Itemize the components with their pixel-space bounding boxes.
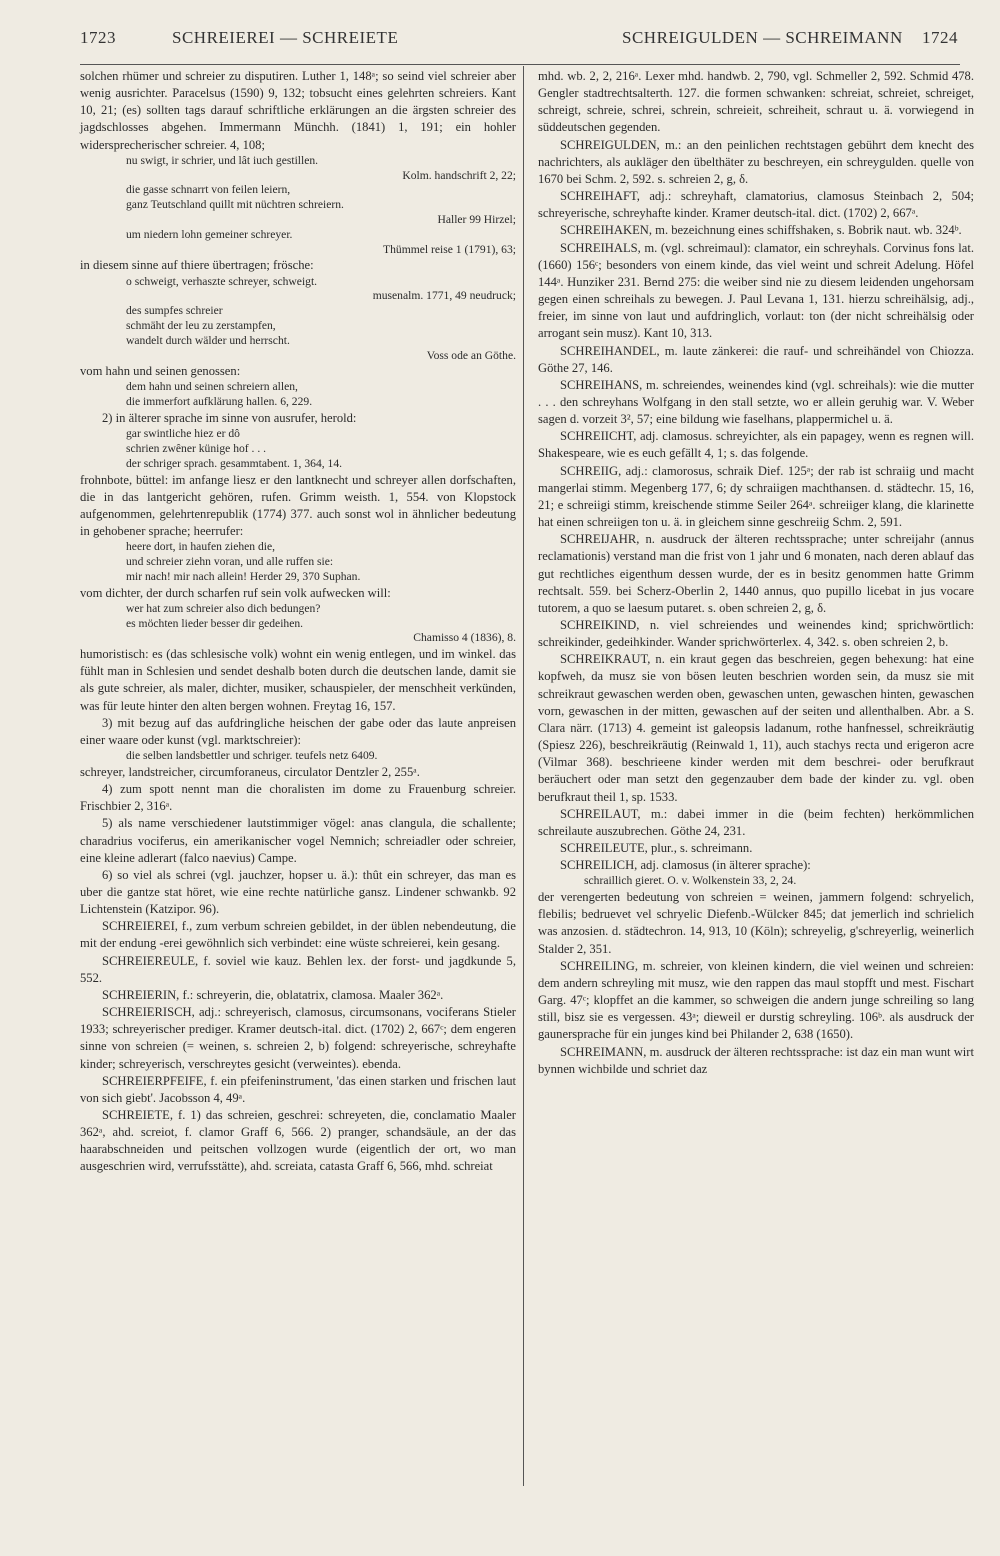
paragraph: humoristisch: es (das schlesische volk) wohnt ein wenig entlegen, und im winkel. das fühlt man in Schlesien und sendet deshalb boten durch die deutschen lande, damit sie als gute schreier, als maler, dichter, musiker, schauspieler, der menschheit verkünden, was für leute hinter den alten bergen wohnen. Freytag 16, 157. (80, 647, 516, 713)
quotation-line: heere dort, in haufen ziehen die, (126, 540, 276, 554)
quotation-line: nu swigt, ir schrier, und lât iuch gestillen. (126, 153, 319, 167)
dictionary-entry: SCHREIHAKEN, m. bezeichnung eines schiffshaken, s. Bobrik naut. wb. 324ᵇ. (560, 223, 962, 238)
quotation-line: um niedern lohn gemeiner schreyer. (126, 227, 293, 241)
dictionary-entry: SCHREIJAHR, n. ausdruck der älteren rechtssprache; unter schreijahr (annus reclamationis) verstand man die frist von 1 jahr und 6 monaten, nach deren ablauf das gut rechtliches eigenthum dessen wurde, der es in besitz genommen hatte Grimm rechtsalt. 559. bei Scherz-Oberlin 2, 1440 annus, quo pupillo licebat in jus vocare tutorem, a quo se laesum putaret. s. oben schreien 2, g, δ. (538, 532, 974, 615)
quotation-line: schrien zwêner künige hof . . . (126, 442, 267, 455)
dictionary-entry: SCHREIIG, adj.: clamorosus, schraik Dief. 125ᵃ; der rab ist schraiig und macht mangerlai stimm. Megenberg 177, 6; dy schraiigen machthansen. d. städtechr. 15, 16, 21; e schreiigi stimm, kreischende stimme Seiler 264ᵃ. schreiiger klang, die klarinette hat einen schreiigen ton u. ä. in gleichem sinne geschreiig Schm. 2, 591. (538, 463, 974, 530)
dictionary-entry: SCHREIERISCH, adj.: schreyerisch, clamosus, circumsonans, vociferans Stieler 1933; schreyerischer prediger. Kramer deutsch-ital. dict. (1702) 2, 667ᶜ; dem engeren sinne von schreien (= weinen, s. schreien 2, b) folgend: schreyerische, schreyhafte kinder; schreyerisch, verschreytes gesicht (verweintes). ebenda. (80, 1005, 516, 1071)
paragraph: schreyer, landstreicher, circumforaneus, circulator Dentzler 2, 255ᵃ. (80, 764, 420, 779)
dictionary-entry: SCHREIMANN, m. ausdruck der älteren rechtssprache: ist daz ein man wunt wirt bynnen wichbilde und schriet daz (538, 1044, 974, 1076)
dictionary-entry: SCHREIERPFEIFE, f. ein pfeifeninstrument, 'das einen starken und frischen laut von sich giebt'. Jacobsson 4, 49ᵃ. (80, 1073, 516, 1105)
right-running-title: SCHREIGULDEN — SCHREIMANN (622, 28, 903, 47)
citation-line: Chamisso 4 (1836), 8. (413, 631, 516, 645)
quotation-line: dem hahn und seinen schreiern allen, (126, 380, 298, 394)
dictionary-entry: SCHREIKIND, n. viel schreiendes und weinendes kind; sprichwörtlich: schreikinder, gedeihkinder. Wander sprichwörterlex. 4, 342. s. oben schreien 2, b. (538, 618, 974, 650)
paragraph: in diesem sinne auf thiere übertragen; frösche: (80, 258, 314, 273)
right-column (538, 68, 974, 1078)
dictionary-entry: SCHREIICHT, adj. clamosus. schreyichter, als ein papagey, wenn es regnen will. Shakespeare, wie es euch gefällt 4, 1; s. das folgende. (538, 429, 974, 461)
numbered-sense: 3) mit bezug auf das aufdringliche heischen der gabe oder das laute anpreisen einer waare oder kunst (vgl. marktschreier): (80, 715, 516, 747)
left-running-title: SCHREIEREI — SCHREIETE (172, 28, 399, 47)
paragraph: vom dichter, der durch scharfen ruf sein volk aufwecken will: (80, 585, 391, 600)
running-header (0, 28, 1000, 62)
header-rule (80, 64, 960, 65)
quotation-line: o schweigt, verhaszte schreyer, schweigt. (126, 274, 318, 288)
paragraph: solchen rhümer und schreier zu disputiren. Luther 1, 148ᵃ; so seind viel schreier aber wenig ausrichter. Paracelsus (1590) 9, 132; tobsucht eines gelehrten schreiers. Kant 10, 21; (es) sollten tags darauf schriftliche erklärungen an die ärgsten schreier des jagdschlosses abgehen. Immermann Münchh. (1841) 1, 191; ein hohler widersprecherischer schreier. 4, 108; (80, 69, 516, 152)
citation-line: musenalm. 1771, 49 neudruck; (372, 289, 516, 303)
dictionary-entry: SCHREIKRAUT, n. ein kraut gegen das beschreien, gegen behexung: hat eine kopfweh, da musz sie von bösen leuten beschrien worden sein, da musz sie mit schreikraut gewaschen werden oben, gewaschen unten, gewaschen hinten, gewaschen vorn, gewaschen in der mitten, gewaschen auf der seiten und allenthalben. Abr. a S. Clara närr. (1713) 4. gemeint ist galeopsis ladanum, rothe hanfnessel, schreikräutig (Spiesz 226), beschreikräutig (Reinwald 1, 11), auch stachys recta und erigeron acre (Vilmar 368). beschrieene kinder werden mit dem beschrei- oder berufkraut beräuchert oder man setzt den gegenzauber dem bade der kinder zu. vgl. oben berufkraut theil 1, sp. 1533. (538, 652, 974, 804)
quotation-line: gar swintliche hiez er dô (126, 427, 240, 441)
citation-line: Thümmel reise 1 (1791), 63; (383, 242, 516, 256)
quotation-line: die gasse schnarrt von feilen leiern, (126, 183, 291, 197)
citation-line: Kolm. handschrift 2, 22; (402, 168, 516, 182)
citation-line: Voss ode an Göthe. (426, 348, 516, 362)
dictionary-entry: SCHREILEUTE, plur., s. schreimann. (560, 841, 753, 856)
citation-line: Haller 99 Hirzel; (437, 212, 516, 226)
numbered-sense: 5) als name verschiedener lautstimmiger vögel: anas clangula, die schallente; charadrius vociferus, ein amerikanischer vogel Nemnich; schreiadler oder schreier, eine kleine adlerart (falco naevius) Campe. (80, 816, 516, 865)
numbered-sense: 4) zum spott nennt man die choralisten im dome zu Frauenburg schreier. Frischbier 2, 316ᵃ. (80, 782, 516, 814)
numbered-sense: 2) in älterer sprache im sinne von ausrufer, herold: (102, 411, 357, 426)
quotation-line: und schreier ziehn voran, und alle ruffen sie: (126, 555, 334, 569)
quotation-line: der schriger sprach. gesammtabent. 1, 364, 14. (126, 456, 343, 470)
paragraph: der verengerten bedeutung von schreien = weinen, jammern folgend: schryelich, flebilis; bedruevet vel schryelic Diefenb.-Wülcker 845; dat jemerlich ind schrielich was anzosien. d. städtechron. 14, 913, 10 (Köln); schreyelig, g'schreyerlig, weinerlich Stalder 2, 351. (538, 890, 974, 956)
quotation-line: wandelt durch wälder und herrscht. (126, 333, 290, 347)
quotation-line: ganz Teutschland quillt mit nüchtren schreiern. (126, 198, 344, 212)
dictionary-entry: SCHREILING, m. schreier, von kleinen kindern, die viel weinen und schreien: dem andern schreyling mit musz, wie den rappen das maul stopfft und mest. Fischart Garg. 47ᶜ; klopffet an die kammer, so schweigen die andern junge schreiling so lang still, bisz sie es vergessen. 43ᵃ; dieweil er durstig schreyling. 106ᵇ. als ausdruck der gaunersprache für ein junges kind bei Philander 2, 638 (1650). (538, 958, 974, 1042)
quotation-line: wer hat zum schreier also dich bedungen? (126, 601, 321, 615)
quotation-line: es möchten lieder besser dir gedeihen. (126, 616, 304, 630)
quotation-line: des sumpfes schreier (126, 304, 223, 318)
dictionary-entry: SCHREIEREULE, f. soviel wie kauz. Behlen lex. der forst- und jagdkunde 5, 552. (80, 953, 516, 985)
dictionary-entry: SCHREIHALS, m. (vgl. schreimaul): clamator, ein schreyhals. Corvinus fons lat. (1660) 156ᶜ; besonders von einem kinde, das viel weint und schreit Adelung. Höfel 144ᵃ. Hunziker 231. Bernd 275: die weiber sind nie zu diesem leidenden ungehorsam gegen einen schreihals zu bewegen. J. Paul Levana 1, 131. hierzu schreihälsig, adj., freier, im sinne von laut und aufdringlich, vorlaut: ton (der nicht schreihälsig oder arrogant sein musz). Kant 10, 313. (538, 240, 974, 341)
left-page-number: 1723 (80, 28, 116, 47)
quotation-line: schraillich gieret. O. v. Wolkenstein 33, 2, 24. (584, 874, 797, 888)
dictionary-entry: SCHREILICH, adj. clamosus (in älterer sprache): (560, 858, 811, 873)
dictionary-entry: SCHREILAUT, m.: dabei immer in die (beim fechten) herkömmlichen schreilaute auszubrechen. Göthe 24, 231. (538, 806, 974, 838)
dictionary-entry: SCHREIERIN, f.: schreyerin, die, oblatatrix, clamosa. Maaler 362ᵃ. (102, 987, 444, 1002)
quotation-line: die immerfort aufklärung hallen. 6, 229. (126, 395, 313, 409)
quotation-line: die selben landsbettler und schriger. teufels netz 6409. (126, 749, 378, 763)
column-divider (523, 66, 524, 1486)
quotation-line: mir nach! mir nach allein! Herder 29, 370 Suphan. (126, 569, 361, 583)
left-column (80, 68, 516, 1176)
quotation-line: schmäht der leu zu zerstampfen, (126, 318, 276, 332)
dictionary-entry: SCHREIHANS, m. schreiendes, weinendes kind (vgl. schreihals): wie die mutter . . . den schreyhans Wolfgang in den stall setzte, wo er allein geruhig war. V. Weber sagen d. vorzeit 3², 57; eine bildung wie faselhans, plappermichel u. ä. (538, 377, 974, 427)
paragraph: mhd. wb. 2, 2, 216ᵃ. Lexer mhd. handwb. 2, 790, vgl. Schmeller 2, 592. Schmid 478. Gengler stadtrechtsalterth. 127. die formen schwanken: schreiat, schreiet, schreiget, schreigt, schreie, schrei, schrein, schreieit, schreiheit, schraut u. ä. vorwiegend in süddeutschen gegenden. (538, 69, 974, 135)
dictionary-entry: SCHREIGULDEN, m.: an den peinlichen rechtstagen gebührt dem knecht des nachrichters, als aukläger den übelthäter zu beschreyen, ein schreygulden. quelle von 1670 bei Schm. 2, 592. s. schreien 2, g, δ. (538, 137, 974, 186)
dictionary-entry: SCHREIEREI, f., zum verbum schreien gebildet, in der üblen nebendeutung, die mit der endung -erei gewöhnlich sich verbindet: eine wüste schreierei, kein gesang. (80, 919, 516, 951)
dictionary-entry: SCHREIHANDEL, m. laute zänkerei: die rauf- und schreihändel von Chiozza. Göthe 27, 146. (538, 343, 974, 375)
numbered-sense: 6) so viel als schrei (vgl. jauchzer, hopser u. ä.): thût ein schreyer, das man es uber die gantze stat höret, wie eine rechte natürliche gansz. Lindener schwankb. 92 Lichtenstein (Katzipor. 96). (80, 867, 516, 917)
paragraph: vom hahn und seinen genossen: (80, 364, 241, 379)
dictionary-entry: SCHREIETE, f. 1) das schreien, geschrei: schreyeten, die, conclamatio Maaler 362ᵃ, ahd. screiot, f. clamor Graff 6, 566. 2) pranger, schandsäule, an der das haarabschneiden und peitschen vollzogen wurde (eigentlich der ort, wo man ausgeschrien wird, verrufsstätte), ahd. screiata, catasta Graff 6, 566, mhd. schreiat (80, 1108, 516, 1174)
right-page-number: 1724 (922, 28, 958, 47)
paragraph: frohnbote, büttel: im anfange liesz er den lantknecht und schreyer allen dorfschaften, die in das lantgericht gehören, rufen. Grimm weisth. 1, 554. von Klopstock aufgenommen, gelehrtenrepublik (1774) 377. auch sonst wol in ähnlicher bedeutung in gehobener sprache; heerrufer: (80, 472, 516, 539)
dictionary-entry: SCHREIHAFT, adj.: schreyhaft, clamatorius, clamosus Steinbach 2, 504; schreyerische, schreyhafte kinder. Kramer deutsch-ital. dict. (1702) 2, 667ᵃ. (538, 189, 974, 221)
